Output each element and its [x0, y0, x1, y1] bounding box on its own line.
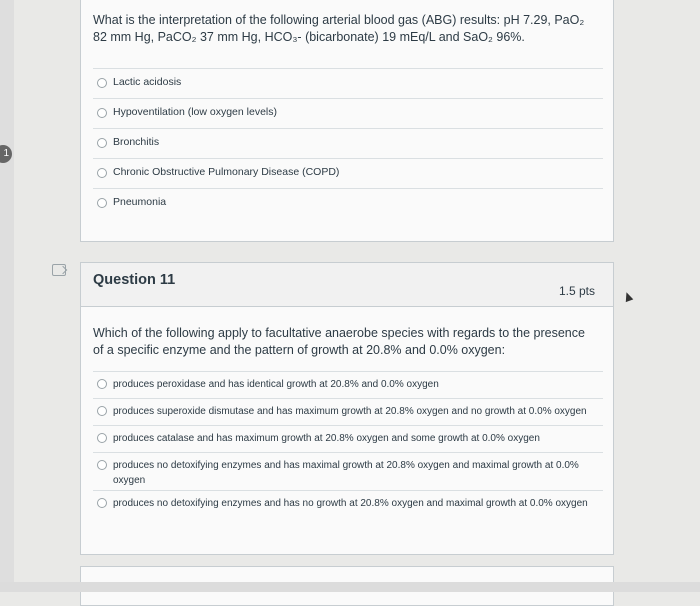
question-11-text: Which of the following apply to facultative anaerobe species with regards to the presence of a specific enzyme and the pattern of growth at 20.8% and 0.0% oxygen: [93, 326, 585, 357]
answer-option[interactable] [93, 398, 603, 425]
answer-option[interactable] [93, 128, 603, 158]
question-points: 1.5 pts [558, 284, 595, 298]
answer-label: produces superoxide dismutase and has maximum growth at 20.8% oxygen and no growth at 0.0% oxygen [113, 406, 587, 417]
flag-question-icon[interactable] [52, 264, 66, 276]
question-10-panel [80, 0, 614, 242]
radio-button[interactable] [97, 168, 107, 178]
radio-button[interactable] [97, 108, 107, 118]
radio-button[interactable] [97, 198, 107, 208]
answer-label: produces catalase and has maximum growth at 20.8% oxygen and some growth at 0.0% oxygen [113, 433, 540, 444]
question-title: Question 11 [93, 272, 176, 288]
radio-button[interactable] [97, 406, 107, 416]
answer-option[interactable] [93, 68, 603, 98]
answer-option[interactable] [93, 98, 603, 128]
answer-option[interactable] [93, 188, 603, 218]
radio-button[interactable] [97, 433, 107, 443]
question-10-answers [93, 68, 603, 218]
question-11-panel [80, 262, 614, 555]
answer-label: produces no detoxifying enzymes and has maximal growth at 20.8% oxygen and maximal growth at 0.0% oxygen [113, 460, 579, 486]
radio-button[interactable] [97, 498, 107, 508]
radio-button[interactable] [97, 78, 107, 88]
radio-button[interactable] [97, 379, 107, 389]
mouse-cursor-icon [623, 291, 634, 302]
answer-label: Lactic acidosis [113, 76, 182, 88]
left-rail [0, 0, 14, 592]
question-header [81, 263, 613, 307]
answer-option[interactable] [93, 158, 603, 188]
question-11-answers [93, 371, 603, 517]
question-10-text: What is the interpretation of the following arterial blood gas (ABG) results: pH 7.29, PaO₂ 82 mm Hg, PaCO₂ 37 mm Hg, HCO₃- (bicarbonate) 19 mEq/L and SaO₂ 96%. [93, 13, 585, 44]
question-nav-badge[interactable]: 1 [0, 145, 12, 163]
answer-label: produces no detoxifying enzymes and has no growth at 20.8% oxygen and maximal growth at 0.0% oxygen [113, 498, 588, 509]
answer-label: Chronic Obstructive Pulmonary Disease (COPD) [113, 166, 340, 178]
answer-label: Pneumonia [113, 196, 167, 208]
answer-option[interactable] [93, 452, 603, 490]
answer-label: produces peroxidase and has identical growth at 20.8% and 0.0% oxygen [113, 379, 439, 390]
answer-option[interactable] [93, 425, 603, 452]
answer-option[interactable] [93, 490, 603, 517]
radio-button[interactable] [97, 460, 107, 470]
radio-button[interactable] [97, 138, 107, 148]
bottom-edge [0, 582, 700, 592]
answer-label: Hypoventilation (low oxygen levels) [113, 106, 277, 118]
answer-label: Bronchitis [113, 136, 160, 148]
answer-option[interactable] [93, 371, 603, 398]
